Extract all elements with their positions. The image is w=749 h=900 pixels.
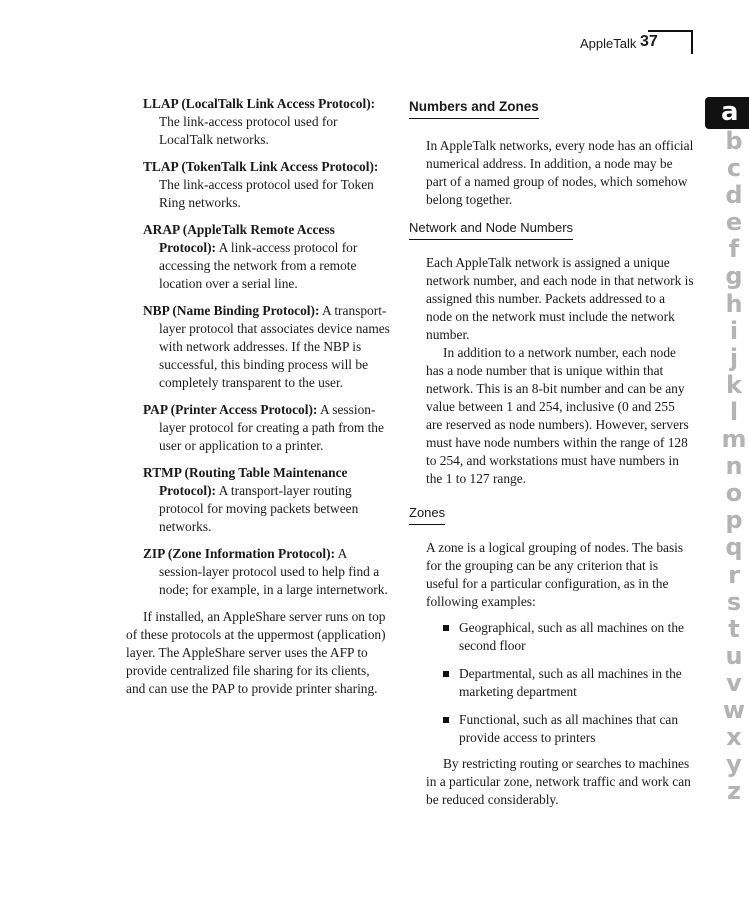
definition-nbp xyxy=(126,302,392,392)
left-column xyxy=(126,95,392,698)
thumb-index-letter: u xyxy=(725,641,743,670)
subheading-zones: Zones xyxy=(409,504,445,525)
list-item-text: Geographical, such as all machines on the second floor xyxy=(459,620,684,653)
list-item-text: Departmental, such as all machines in the marketing department xyxy=(459,666,682,699)
definition-term: ARAP (AppleTalk Remote Access Protocol): xyxy=(143,222,335,255)
definition-term: NBP (Name Binding Protocol): xyxy=(143,303,320,318)
thumb-index-letter: z xyxy=(727,777,741,806)
thumb-index-letter: k xyxy=(726,370,742,399)
definition-text: A session-layer protocol used to help find a node; for example, in a large internetwork. xyxy=(159,546,388,597)
thumb-index-letter: j xyxy=(729,343,739,372)
thumb-index-letter: g xyxy=(725,262,743,291)
thumb-index-letter: t xyxy=(728,614,740,643)
list-item xyxy=(459,665,694,701)
thumb-index-letter: n xyxy=(725,452,743,481)
zones-paragraph-1: A zone is a logical grouping of nodes. The basis for the grouping can be any criterion that is useful for a particular configuration, as in the following examples: xyxy=(426,540,684,609)
definition-text: A session-layer protocol for creating a path from the user or application to a printer. xyxy=(159,402,384,453)
bullet-square-icon xyxy=(443,671,449,677)
subheading-network-node-numbers: Network and Node Numbers xyxy=(409,219,573,240)
header-title: AppleTalk xyxy=(580,36,637,51)
page-number: 37 xyxy=(640,33,658,50)
zone-examples-list xyxy=(409,619,694,747)
running-header xyxy=(560,30,695,58)
thumb-index-letter: v xyxy=(726,668,742,697)
thumb-index-letter: x xyxy=(726,723,742,752)
thumb-index-letter: o xyxy=(725,479,743,508)
definition-text: A transport-layer protocol that associates device names with network addresses. If the NBP is successful, this binding process will be completely transparent to the user. xyxy=(159,303,390,390)
thumb-index-letter: s xyxy=(726,587,742,616)
thumb-index-letter: b xyxy=(725,127,743,155)
section-heading-numbers-and-zones: Numbers and Zones xyxy=(409,98,539,119)
bullet-square-icon xyxy=(443,717,449,723)
bullet-square-icon xyxy=(443,625,449,631)
definition-zip xyxy=(126,545,392,599)
definition-text: A link-access protocol for accessing the network from a remote location over a serial line. xyxy=(159,240,358,291)
numbers-paragraph-1: Each AppleTalk network is assigned a unique network number, and each node in that network is assigned this number. Packets addressed to a node on the network must include the network number. xyxy=(426,255,694,342)
thumb-index-letter: y xyxy=(726,750,742,779)
thumb-index-letter: h xyxy=(725,289,743,318)
appleshare-paragraph: If installed, an AppleShare server runs on top of these protocols at the uppermost (application) layer. The AppleShare server uses the AFP to provide centralized file sharing for its clients, and can use the PAP to provide printer sharing. xyxy=(126,609,386,696)
thumb-index-letter: e xyxy=(725,208,743,237)
definition-tlap xyxy=(126,158,392,212)
definition-text: The link-access protocol used for Token Ring networks. xyxy=(159,177,374,210)
header-rule xyxy=(648,30,692,32)
thumb-index-letter: c xyxy=(726,154,742,183)
list-item xyxy=(459,711,694,747)
intro-paragraph: In AppleTalk networks, every node has an official numerical address. In addition, a node may be part of a named group of nodes, which somehow belong together. xyxy=(426,138,694,207)
definition-arap xyxy=(126,221,392,293)
definition-term: PAP (Printer Access Protocol): xyxy=(143,402,318,417)
numbers-paragraph-2: In addition to a network number, each node has a node number that is unique within that network. This is an 8-bit number and can be any value between 1 and 254, inclusive (0 and 255 are reserved as node numbers). However, servers must have node numbers within the range of 128 to 254, and workstations must have numbers in the 1 to 127 range. xyxy=(426,345,689,486)
thumb-index-letter: m xyxy=(721,425,747,454)
list-item xyxy=(459,619,694,655)
definition-term: TLAP (TokenTalk Link Access Protocol): xyxy=(143,159,379,174)
definition-text: A transport-layer routing protocol for moving packets between networks. xyxy=(159,483,359,534)
thumb-index-letter: w xyxy=(722,695,746,724)
definition-pap xyxy=(126,401,392,455)
thumb-index-letter: d xyxy=(725,181,743,210)
definition-term: RTMP (Routing Table Maintenance Protocol): xyxy=(143,465,348,498)
definition-term: ZIP (Zone Information Protocol): xyxy=(143,546,336,561)
right-column xyxy=(409,98,694,809)
thumb-index-letter: r xyxy=(728,560,740,589)
list-item-text: Functional, such as all machines that can provide access to printers xyxy=(459,712,679,745)
thumb-index-active-tab xyxy=(705,97,749,129)
thumb-index-letter: q xyxy=(725,533,743,562)
thumb-index-letter: f xyxy=(728,235,740,264)
thumb-index-letter: l xyxy=(729,397,739,426)
header-vertical-rule xyxy=(691,30,693,54)
zones-paragraph-2: By restricting routing or searches to machines in a particular zone, network traffic and work can be reduced considerably. xyxy=(426,756,691,807)
definition-term: LLAP (LocalTalk Link Access Protocol): xyxy=(143,96,376,111)
definition-rtmp xyxy=(126,464,392,536)
thumb-index-letter: p xyxy=(725,506,743,535)
definition-llap xyxy=(126,95,392,149)
definition-text: The link-access protocol used for LocalTalk networks. xyxy=(159,114,338,147)
thumb-index xyxy=(716,128,749,805)
thumb-index-active-letter: a xyxy=(721,97,739,127)
thumb-index-letter: i xyxy=(729,316,739,345)
